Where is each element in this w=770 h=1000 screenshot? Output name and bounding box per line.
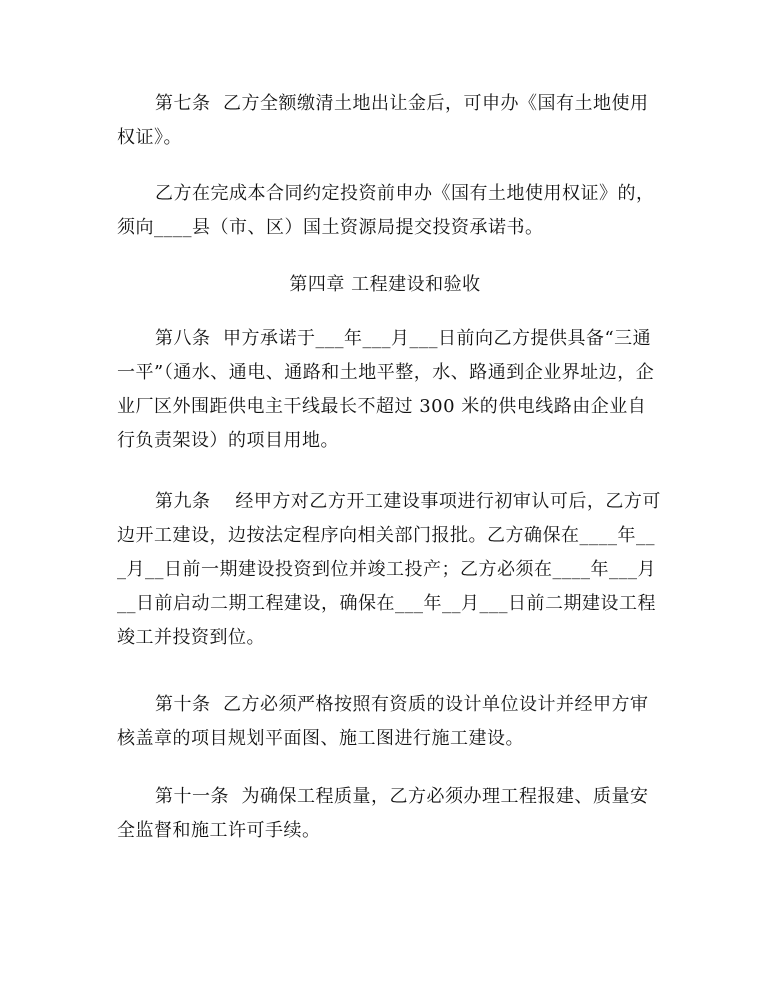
chapter-4-heading: 第四章 工程建设和验收 [289,274,481,295]
article-7-note-paragraph: 乙方在完成本合同约定投资前申办《国有土地使用权证》的，须向____县（市、区）国土资源局提交投资承诺书。 [117,183,655,238]
article-7-paragraph: 第七条 乙方全额缴清土地出让金后，可申办《国有土地使用权证》。 [117,93,649,148]
article-9-paragraph: 第九条 经甲方对乙方开工建设事项进行初审认可后，乙方可边开工建设，边按法定程序向相关部门报批。乙方确保在____年___月__日前一期建设投资到位并竣工投产；乙方必须在____年___月__日前启动二期工程建设，确保在___年__月___日前二期建设工程竣工并投资到位。 [117,491,661,648]
article-8-paragraph: 第八条 甲方承诺于___年___月___日前向乙方提供具备“三通一平”（通水、通电、通路和土地平整，水、路通到企业界址边，企业厂区外围距供电主干线最长不超过 300 米的供电线路由企业自行负责架设）的项目用地。 [117,328,655,451]
article-11-paragraph: 第十一条 为确保工程质量，乙方必须办理工程报建、质量安全监督和施工许可手续。 [117,786,649,841]
article-10-paragraph: 第十条 乙方必须严格按照有资质的设计单位设计并经甲方审核盖章的项目规划平面图、施工图进行施工建设。 [117,694,649,749]
